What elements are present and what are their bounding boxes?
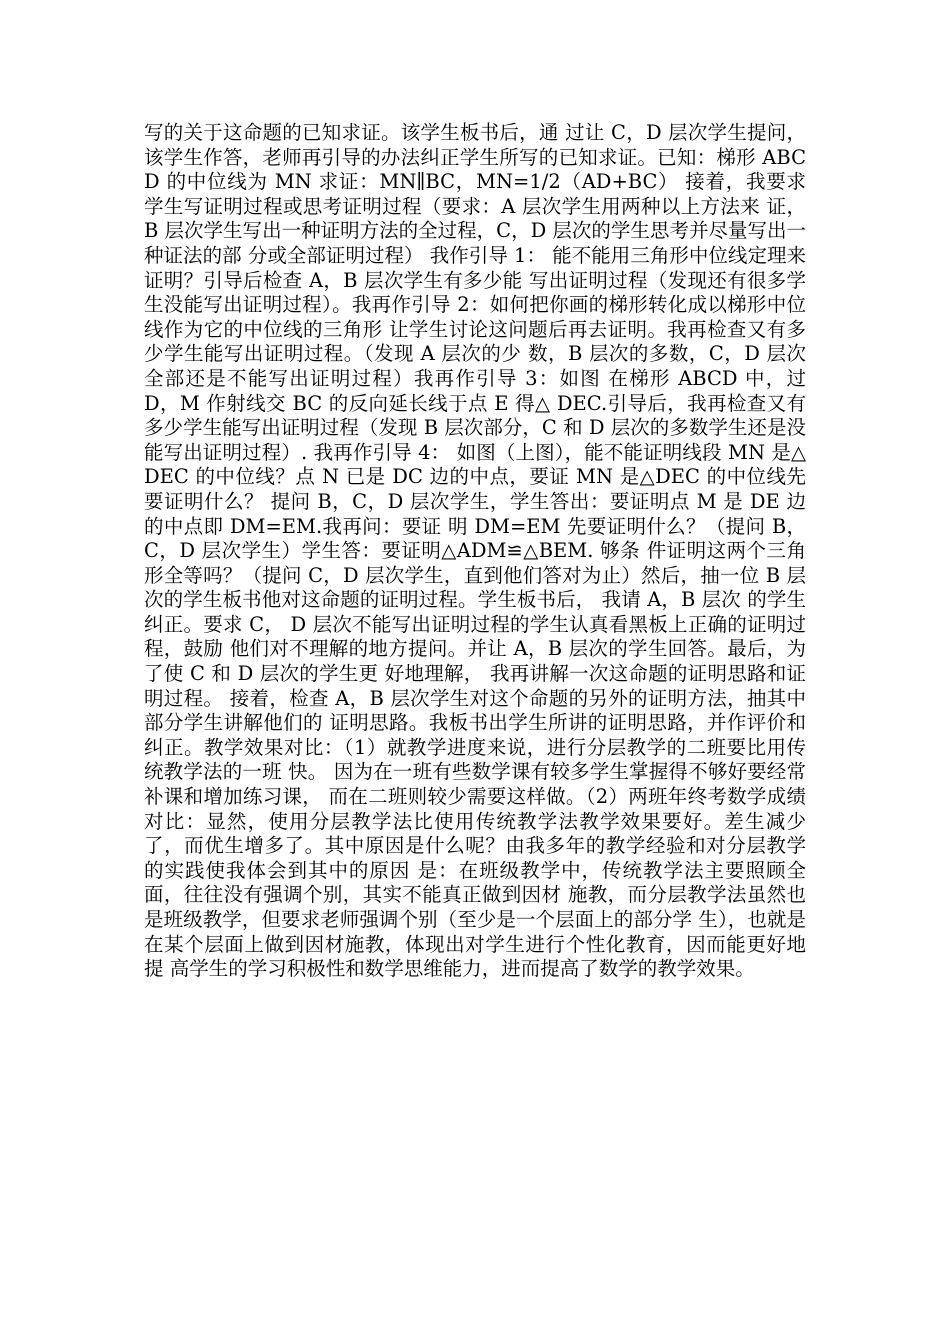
body-paragraph: 写的关于这命题的已知求证。该学生板书后，通 过让 C，D 层次学生提问，该学生作答，老师再引导的办法纠正学生所写的已知求证。已知：梯形 ABCD 的中位线为 MN 求证：MN∥BC，MN=1/2（AD+BC） 接着，我要求学生写证明过程或思考证明过程（要求：A 层次学生用两种以上方法来 证，B 层次学生写出一种证明方法的全过程，C，D 层次的学生思考并尽量写出一种证法的部 分或全部证明过程） 我作引导 1： 能不能用三角形中位线定理来证明？引导后检查 A，B 层次学生有多少能 写出证明过程（发现还有很多学生没能写出证明过程）。我再作引导 2：如何把你画的梯形转化成以梯形中位线作为它的中位线的三角形 让学生讨论这问题后再去证明。我再检查又有多少学生能写出证明过程。（发现 A 层次的少 数，B 层次的多数，C，D 层次全部还是不能写出证明过程）我再作引导 3：如图 在梯形 ABCD 中，过 D，M 作射线交 BC 的反向延长线于点 E 得△ DEC.引导后，我再检查又有多少学生能写出证明过程（发现 B 层次部分，C 和 D 层次的多数学生还是没能写出证明过程）. 我再作引导 4： 如图（上图），能不能证明线段 MN 是△DEC 的中位线？点 N 已是 DC 边的中点，要证 MN 是△DEC 的中位线先要证明什么？ 提问 B，C，D 层次学生，学生答出：要证明点 M 是 DE 边的中点即 DM=EM.我再问：要证 明 DM=EM 先要证明什么？（提问 B，C，D 层次学生）学生答：要证明△ADM≌△BEM. 够条 件证明这两个三角形全等吗？（提问 C，D 层次学生，直到他们答对为止）然后，抽一位 B 层次的学生板书他对这命题的证明过程。学生板书后， 我请 A，B 层次 的学生纠正。要求 C， D 层次不能写出证明过程的学生认真看黑板上正确的证明过程，鼓励 他们对不理解的地方提问。并让 A，B 层次的学生回答。最后，为了使 C 和 D 层次的学生更 好地理解， 我再讲解一次这命题的证明思路和证明过程。 接着，检查 A，B 层次学生对这个命题的另外的证明方法，抽其中部分学生讲解他们的 证明思路。我板书出学生所讲的证明思路，并作评价和纠正。教学效果对比：（1）就教学进度来说，进行分层教学的二班要比用传统教学法的一班 快。 因为在一班有些数学课有较多学生掌握得不够好要经常补课和增加练习课， 而在二班则较少需要这样做。（2）两班年终考数学成绩对比：显然，使用分层教学法比使用传统教学法教学效果要好。差生减少了，而优生增多了。其中原因是什么呢？由我多年的教学经验和对分层教学的实践使我体会到其中的原因 是：在班级教学中，传统教学法主要照顾全面，往往没有强调个别，其实不能真正做到因材 施教，而分层教学法虽然也是班级教学，但要求老师强调个别（至少是一个层面上的部分学 生），也就是在某个层面上做到因材施教，体现出对学生进行个性化教育，因而能更好地提 高学生的学习积极性和数学思维能力，进而提高了数学的教学效果。 (144, 121, 806, 981)
